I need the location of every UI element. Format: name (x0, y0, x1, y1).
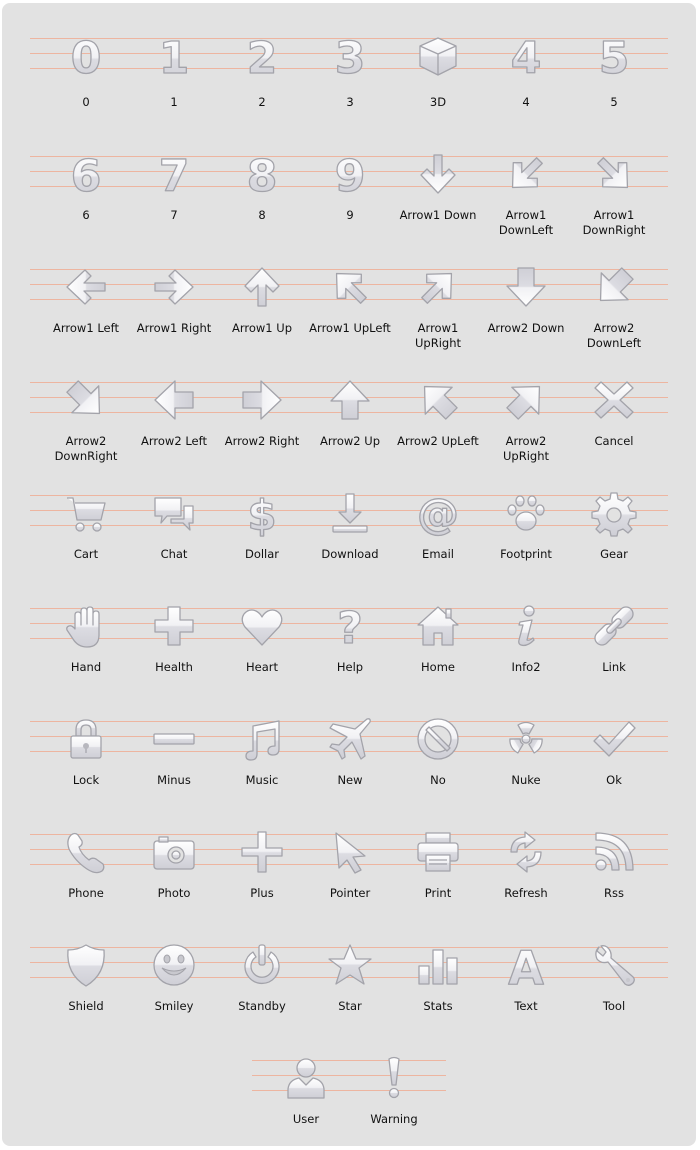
icon-label: Minus (157, 773, 191, 787)
icon-label: Arrow2 UpRight (503, 434, 549, 463)
cart-icon (63, 490, 109, 536)
svg-text:?: ? (337, 603, 363, 654)
icon-label: Arrow2 Left (141, 434, 207, 448)
icon-label: Print (424, 886, 452, 900)
arrow2-downright-icon (63, 377, 109, 423)
arrow2-right-icon (239, 377, 285, 423)
pointer-icon (327, 829, 373, 875)
icon-label: Help (336, 660, 364, 674)
digit-8-icon (239, 151, 285, 202)
icon-label: Dollar (244, 547, 280, 561)
icon-label: Lock (72, 773, 100, 787)
icon-label: Gear (600, 547, 628, 561)
email-icon (415, 490, 461, 536)
home-icon (415, 603, 461, 649)
star-icon (327, 942, 373, 988)
arrow2-up-icon (327, 377, 373, 423)
digit-2-icon (239, 33, 285, 84)
svg-text:$: $ (247, 491, 277, 540)
icon-label: Arrow1 Left (53, 321, 119, 335)
digit-1-icon (151, 33, 197, 84)
icon-label: No (430, 773, 446, 787)
icon-label: Star (338, 999, 362, 1013)
icon-label: Refresh (504, 886, 548, 900)
dollar-icon (239, 490, 285, 540)
icon-label: Arrow1 UpRight (415, 321, 461, 350)
icon-label: 7 (170, 208, 178, 222)
icon-label: 6 (82, 208, 90, 222)
standby-icon (239, 942, 285, 988)
icon-label: Arrow1 UpLeft (309, 321, 391, 335)
icon-label: Tool (602, 999, 626, 1013)
arrow1-downleft-icon (503, 151, 549, 197)
svg-text:8: 8 (246, 151, 278, 202)
lock-icon (63, 716, 109, 762)
arrow1-upleft-icon (327, 264, 373, 310)
icon-label: Photo (157, 886, 191, 900)
icon-label: Plus (250, 886, 274, 900)
cancel-icon (591, 377, 637, 423)
icon-label: Arrow2 Down (487, 321, 565, 335)
icon-label: 8 (258, 208, 266, 222)
arrow2-down-icon (503, 264, 549, 310)
refresh-icon (503, 829, 549, 875)
icon-label: Cancel (594, 434, 634, 448)
svg-text:1: 1 (158, 33, 190, 84)
icon-label: Link (602, 660, 626, 674)
help-icon (327, 603, 373, 654)
icon-label: Music (245, 773, 279, 787)
icon-label: 9 (346, 208, 354, 222)
music-icon (239, 716, 285, 762)
nuke-icon (503, 716, 549, 762)
footprint-icon (503, 490, 549, 536)
print-icon (415, 829, 461, 875)
icon-label: 3D (429, 95, 447, 109)
smiley-icon (151, 942, 197, 988)
shield-icon (63, 942, 109, 988)
icon-label: Standby (238, 999, 286, 1013)
digit-7-icon (151, 151, 197, 202)
arrow2-upright-icon (503, 377, 549, 423)
heart-icon (239, 603, 285, 649)
plus-icon (239, 829, 285, 875)
icon-label: Arrow2 DownLeft (586, 321, 642, 350)
icon-label: Email (422, 547, 454, 561)
arrow2-downleft-icon (591, 264, 637, 310)
health-icon (151, 603, 197, 649)
icon-label: Pointer (329, 886, 371, 900)
icon-label: Smiley (154, 999, 194, 1013)
phone-icon (63, 829, 109, 875)
icon-label: Ok (606, 773, 622, 787)
icon-label: Home (421, 660, 455, 674)
photo-icon (151, 829, 197, 875)
arrow1-down-icon (415, 151, 461, 197)
icon-label: Footprint (500, 547, 552, 561)
warning-icon (371, 1055, 417, 1101)
link-icon (591, 603, 637, 649)
new-plane-icon (327, 716, 373, 762)
arrow2-upleft-icon (415, 377, 461, 423)
icon-label: Info2 (511, 660, 541, 674)
gear-icon (591, 490, 637, 536)
svg-text:3: 3 (334, 33, 366, 84)
ok-icon (591, 716, 637, 762)
icon-label: Arrow1 Up (232, 321, 292, 335)
icon-label: Phone (68, 886, 104, 900)
icon-label: Nuke (511, 773, 541, 787)
icon-label: Arrow1 DownLeft (498, 208, 554, 237)
user-icon (283, 1055, 329, 1101)
svg-text:9: 9 (334, 151, 366, 202)
icon-sheet-panel (2, 3, 696, 1146)
arrow1-downright-icon (591, 151, 637, 197)
icon-label: Health (155, 660, 193, 674)
icon-label: Arrow1 Right (136, 321, 212, 335)
icon-label: Heart (245, 660, 278, 674)
icon-label: 2 (258, 95, 266, 109)
svg-text:7: 7 (158, 151, 190, 202)
hand-icon (63, 603, 109, 649)
icon-label: Stats (423, 999, 453, 1013)
icon-label: 0 (82, 95, 90, 109)
icon-label: Arrow1 Down (399, 208, 477, 222)
cube-3d-icon (415, 33, 461, 79)
digit-9-icon (327, 151, 373, 202)
svg-text:5: 5 (598, 33, 630, 84)
digit-6-icon (63, 151, 109, 202)
arrow1-up-icon (239, 264, 285, 310)
icon-label: 3 (346, 95, 354, 109)
svg-text:0: 0 (70, 33, 102, 84)
arrow1-right-icon (151, 264, 197, 310)
svg-text:4: 4 (510, 33, 542, 84)
digit-3-icon (327, 33, 373, 84)
icon-label: New (337, 773, 363, 787)
arrow1-upright-icon (415, 264, 461, 310)
icon-label: Download (321, 547, 379, 561)
minus-icon (151, 716, 197, 762)
icon-label: Hand (70, 660, 102, 674)
icon-label: Arrow2 Right (224, 434, 300, 448)
icon-label: Shield (68, 999, 104, 1013)
icon-label: Text (514, 999, 538, 1013)
digit-4-icon (503, 33, 549, 84)
svg-text:2: 2 (246, 33, 278, 84)
arrow2-left-icon (151, 377, 197, 423)
icon-label: Chat (160, 547, 188, 561)
svg-text:6: 6 (70, 151, 102, 202)
icon-label: 4 (522, 95, 530, 109)
icon-label: Arrow2 Up (320, 434, 380, 448)
download-icon (327, 490, 373, 536)
icon-label: 1 (170, 95, 178, 109)
no-icon (415, 716, 461, 762)
digit-5-icon (591, 33, 637, 84)
icon-label: Warning (370, 1112, 418, 1126)
svg-text:A: A (508, 941, 544, 995)
rss-icon (591, 829, 637, 875)
icon-label: Rss (604, 886, 624, 900)
icon-label: User (292, 1112, 320, 1126)
digit-0-icon (63, 33, 109, 84)
icon-label: Arrow2 DownRight (54, 434, 118, 463)
tool-icon (591, 942, 637, 988)
svg-text:@: @ (417, 489, 459, 538)
icon-label: Arrow2 UpLeft (397, 434, 479, 448)
text-icon (503, 941, 549, 995)
stats-icon (415, 942, 461, 988)
info-icon (503, 603, 549, 649)
icon-label: 5 (610, 95, 618, 109)
icon-label: Arrow1 DownRight (582, 208, 646, 237)
chat-icon (151, 490, 197, 536)
arrow1-left-icon (63, 264, 109, 310)
icon-label: Cart (73, 547, 99, 561)
